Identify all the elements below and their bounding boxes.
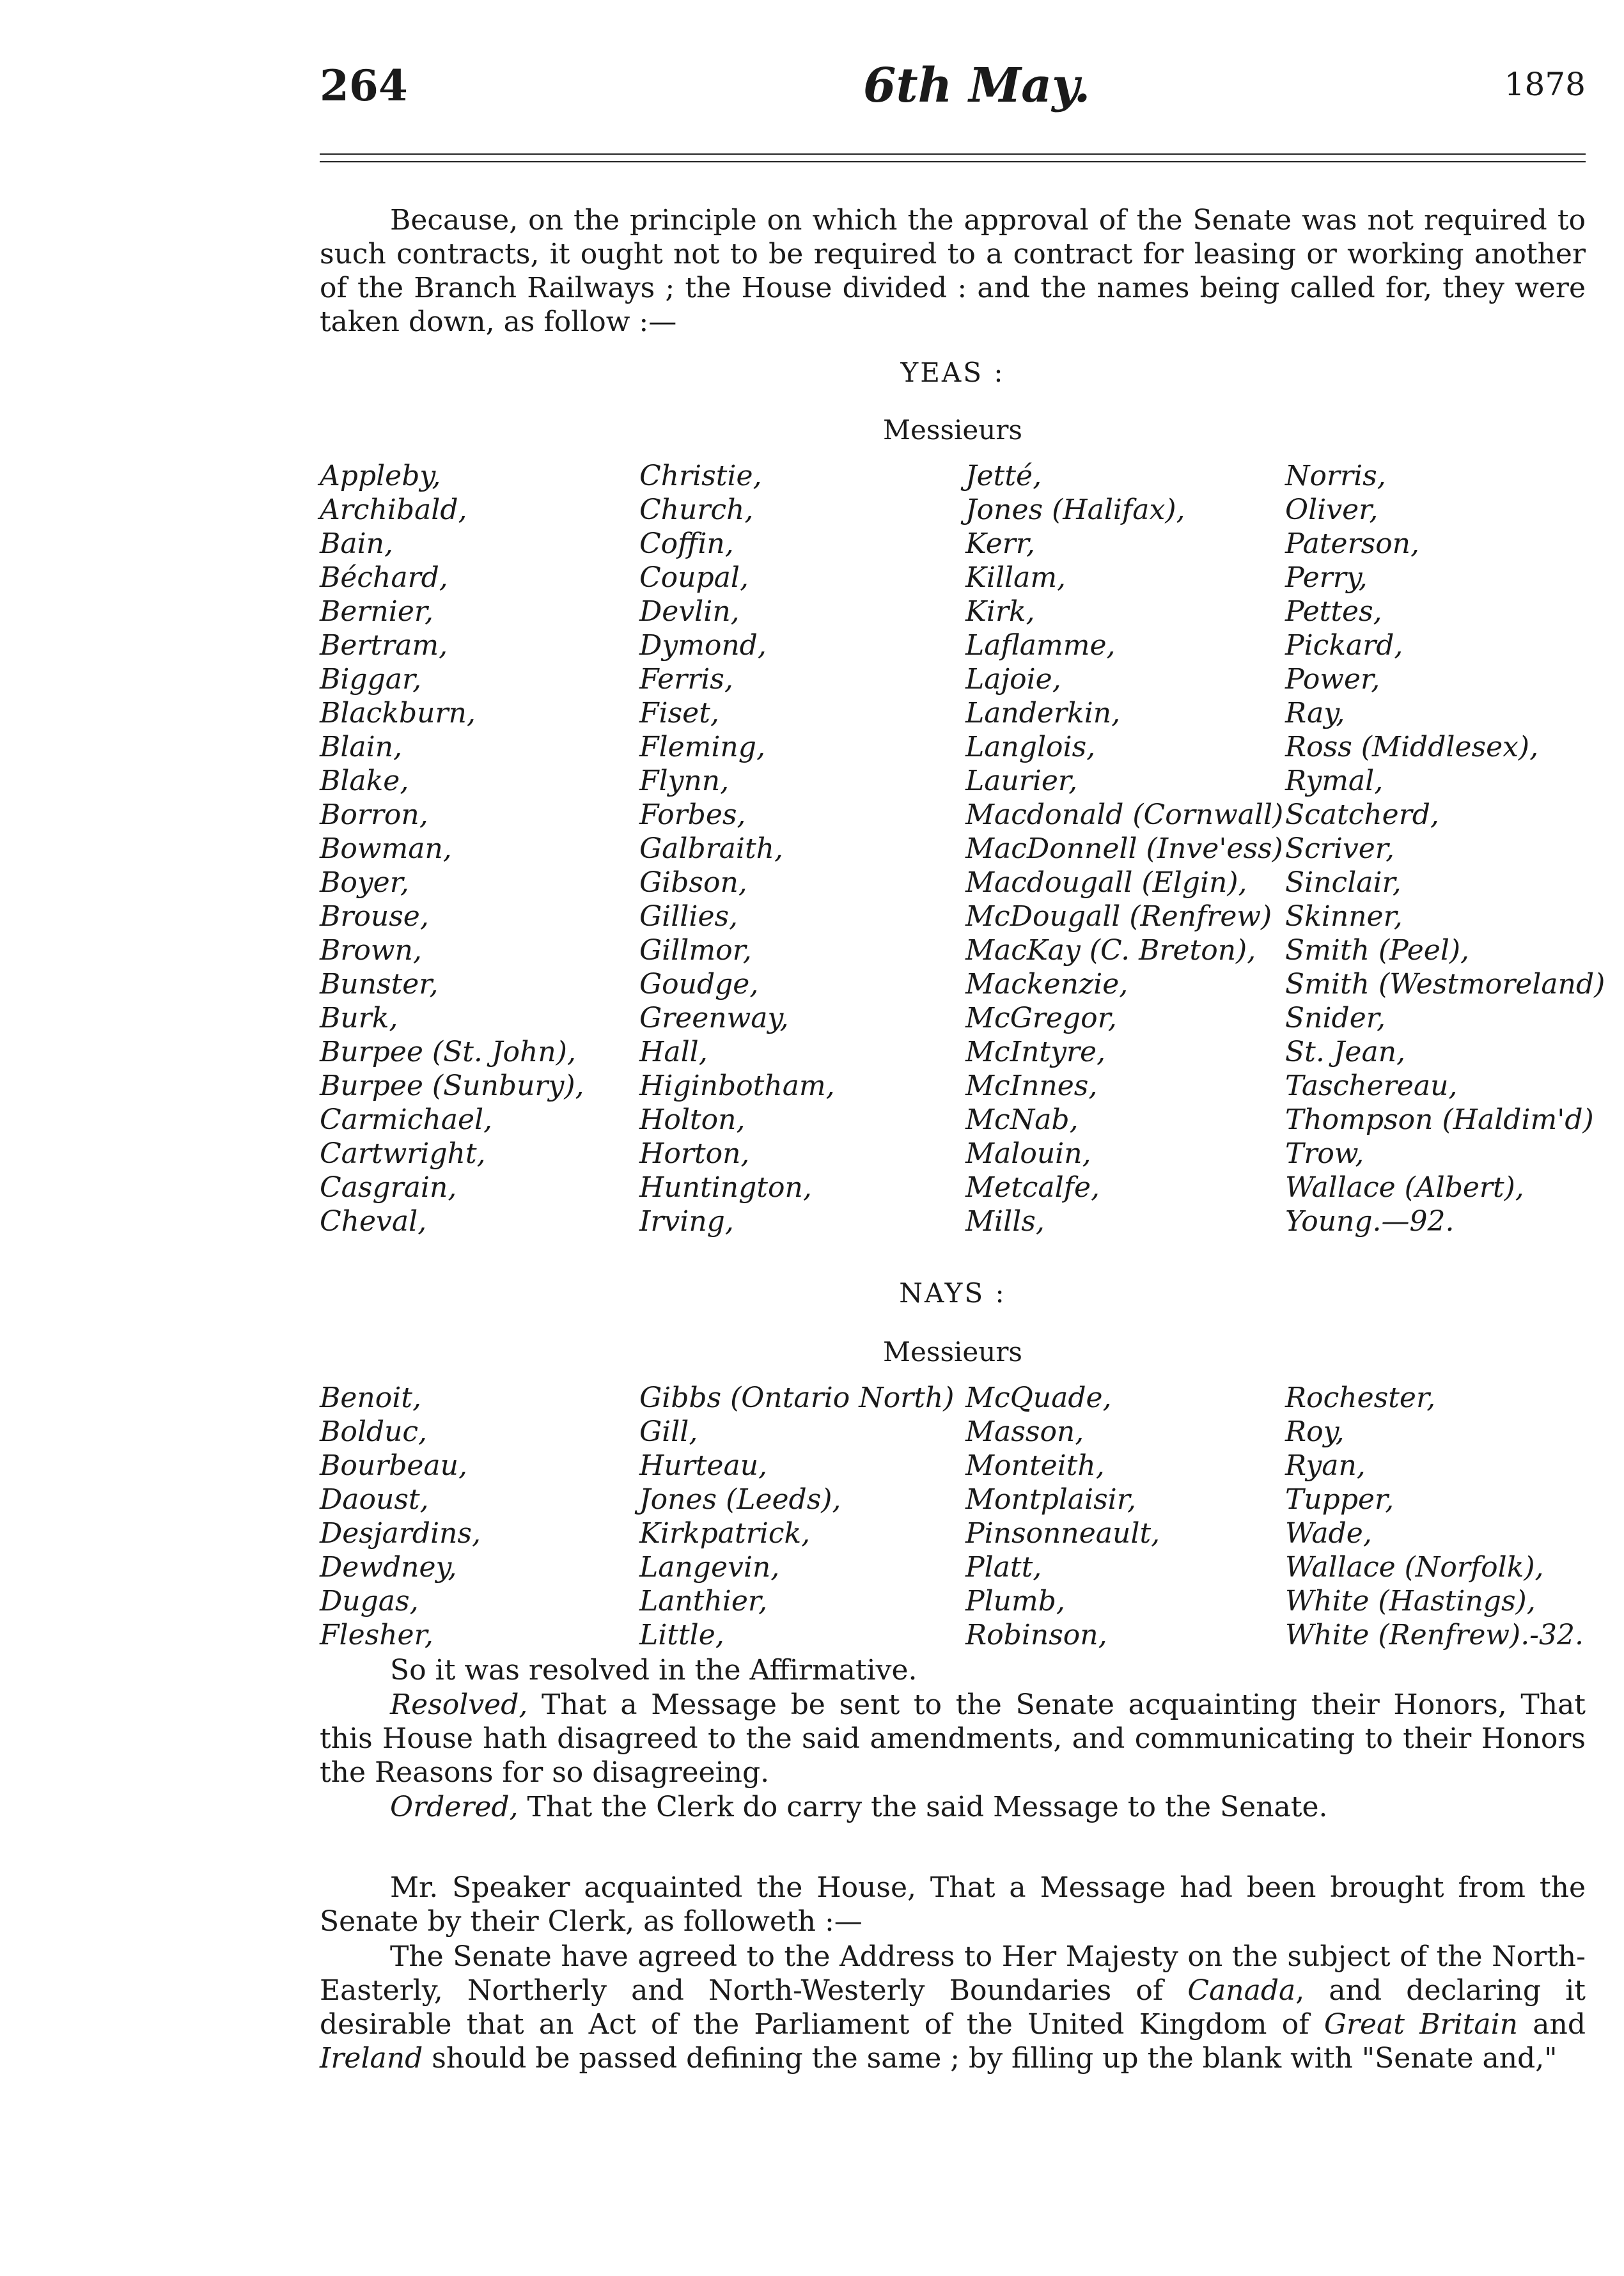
member-name: Young.—92. (1285, 1205, 1455, 1238)
speaker-paragraph: Mr. Speaker acquainted the House, That a Message had been brought from the Senate by their Clerk, as followeth :— (320, 1871, 1586, 1938)
member-name: Gillies, (639, 900, 738, 933)
ireland-term: Ireland (320, 2042, 423, 2075)
member-name: Masson, (965, 1415, 1084, 1448)
member-name: Gibson, (639, 866, 747, 899)
resolved-lead: Resolved, (390, 1688, 528, 1721)
member-name: Perry, (1285, 561, 1368, 594)
member-name: White (Hastings), (1285, 1585, 1536, 1617)
member-name: MacKay (C. Breton), (965, 934, 1256, 967)
member-name: Church, (639, 494, 754, 526)
member-name: Blackburn, (320, 697, 476, 729)
member-name: White (Renfrew).-32. (1285, 1619, 1584, 1651)
member-name: Sinclair, (1285, 866, 1401, 899)
member-name: Higinbotham, (639, 1070, 835, 1102)
member-name: Pinsonneault, (965, 1517, 1160, 1550)
canada-term: Canada (1187, 1974, 1296, 2007)
member-name: Power, (1285, 663, 1380, 696)
member-name: Horton, (639, 1137, 750, 1170)
member-name: Béchard, (320, 561, 448, 594)
member-name: Mills, (965, 1205, 1045, 1238)
page-header (320, 58, 1586, 131)
member-name: Trow, (1285, 1137, 1364, 1170)
member-name: McGregor, (965, 1002, 1117, 1034)
member-name: Benoit, (320, 1382, 421, 1414)
member-name: Pickard, (1285, 629, 1403, 662)
member-name: Taschereau, (1285, 1070, 1458, 1102)
member-name: Hurteau, (639, 1449, 768, 1482)
member-name: Laurier, (965, 765, 1078, 797)
member-name: Bolduc, (320, 1415, 428, 1448)
member-name: Roy, (1285, 1415, 1345, 1448)
member-name: Rymal, (1285, 765, 1384, 797)
member-name: Bernier, (320, 595, 434, 628)
header-rule-bottom (320, 161, 1586, 162)
member-name: Bourbeau, (320, 1449, 467, 1482)
member-name: Scriver, (1285, 832, 1394, 865)
member-name: Casgrain, (320, 1171, 457, 1204)
member-name: Flynn, (639, 765, 730, 797)
member-name: Coupal, (639, 561, 749, 594)
yeas-heading: YEAS : (900, 357, 1005, 388)
member-name: McInnes, (965, 1070, 1098, 1102)
member-name: Macdougall (Elgin), (965, 866, 1247, 899)
member-name: Gill, (639, 1415, 698, 1448)
member-name: Flesher, (320, 1619, 433, 1651)
member-name: Blake, (320, 765, 409, 797)
member-name: Greenway, (639, 1002, 789, 1034)
member-name: Burk, (320, 1002, 398, 1034)
member-name: Fleming, (639, 731, 765, 763)
nays-subheading: Messieurs (883, 1336, 1022, 1368)
member-name: Bain, (320, 527, 393, 560)
nays-column-2 (639, 1381, 954, 1652)
member-name: Devlin, (639, 595, 740, 628)
member-name: Ryan, (1285, 1449, 1366, 1482)
member-name: Oliver, (1285, 494, 1378, 526)
member-name: Gibbs (Ontario North) (639, 1382, 955, 1414)
member-name: Archibald, (320, 494, 467, 526)
member-name: Wade, (1285, 1517, 1372, 1550)
member-name: Burpee (Sunbury), (320, 1070, 584, 1102)
member-name: Tupper, (1285, 1483, 1394, 1516)
header-year: 1878 (1504, 66, 1586, 103)
header-date: 6th May. (863, 58, 1091, 113)
member-name: Brown, (320, 934, 422, 967)
member-name: Paterson, (1285, 527, 1420, 560)
senate-text-1: The Senate have agreed to the Address to Her Majesty on the subject of the North-Easterly, Northerly and North-Westerly Boundaries of (320, 1940, 1586, 2007)
member-name: Appleby, (320, 460, 441, 492)
member-name: Pettes, (1285, 595, 1382, 628)
yeas-column-1 (320, 459, 584, 1238)
member-name: Little, (639, 1619, 724, 1651)
page-number: 264 (320, 61, 408, 111)
member-name: Biggar, (320, 663, 422, 696)
ordered-lead: Ordered, (390, 1791, 519, 1823)
member-name: Daoust, (320, 1483, 429, 1516)
member-name: Dewdney, (320, 1551, 457, 1584)
member-name: Skinner, (1285, 900, 1403, 933)
member-name: Irving, (639, 1205, 734, 1238)
member-name: Platt, (965, 1551, 1042, 1584)
intro-paragraph: Because, on the principle on which the approval of the Senate was not required to such contracts, it ought not to be required to a contract for leasing or working another of the Branch Railways ; the House divided : and the names being called for, they were taken down, as follow :— (320, 204, 1586, 338)
member-name: Bowman, (320, 832, 452, 865)
member-name: Forbes, (639, 799, 746, 831)
member-name: Boyer, (320, 866, 409, 899)
great-britain-term: Great Britain (1323, 2008, 1518, 2041)
nays-column-4 (1285, 1381, 1584, 1652)
member-name: Carmichael, (320, 1103, 493, 1136)
member-name: Kirk, (965, 595, 1035, 628)
member-name: Desjardins, (320, 1517, 481, 1550)
member-name: Blain, (320, 731, 403, 763)
member-name: Metcalfe, (965, 1171, 1100, 1204)
member-name: Montplaisir, (965, 1483, 1136, 1516)
member-name: Kerr, (965, 527, 1035, 560)
member-name: Wallace (Norfolk), (1285, 1551, 1544, 1584)
member-name: Christie, (639, 460, 762, 492)
member-name: Galbraith, (639, 832, 783, 865)
member-name: Gillmor, (639, 934, 752, 967)
member-name: Smith (Westmoreland) (1285, 968, 1605, 1001)
member-name: Langevin, (639, 1551, 780, 1584)
member-name: Ross (Middlesex), (1285, 731, 1539, 763)
member-name: Dymond, (639, 629, 767, 662)
member-name: Jones (Halifax), (965, 494, 1185, 526)
member-name: McDougall (Renfrew) (965, 900, 1272, 933)
member-name: Lanthier, (639, 1585, 768, 1617)
member-name: Borron, (320, 799, 428, 831)
member-name: Killam, (965, 561, 1066, 594)
senate-paragraph (320, 1940, 1586, 2075)
member-name: Huntington, (639, 1171, 812, 1204)
member-name: Lajoie, (965, 663, 1061, 696)
member-name: Holton, (639, 1103, 746, 1136)
member-name: Macdonald (Cornwall) (965, 799, 1284, 831)
member-name: MacDonnell (Inve'ess) (965, 832, 1283, 865)
nays-column-3 (965, 1381, 1160, 1652)
member-name: Snider, (1285, 1002, 1386, 1034)
member-name: Smith (Peel), (1285, 934, 1470, 967)
member-name: Plumb, (965, 1585, 1065, 1617)
member-name: Monteith, (965, 1449, 1105, 1482)
member-name: Hall, (639, 1036, 708, 1068)
member-name: Malouin, (965, 1137, 1091, 1170)
resolved-text: That a Message be sent to the Senate acquainting their Honors, That this House hath disagreed to the said amendments, and communicating to their Honors the Reasons for so disagreeing. (320, 1688, 1586, 1789)
member-name: Coffin, (639, 527, 734, 560)
senate-text-4: should be passed defining the same ; by filling up the blank with "Senate and," (423, 2042, 1558, 2075)
yeas-column-4 (1285, 459, 1605, 1238)
header-rule-top (320, 153, 1586, 155)
member-name: Ferris, (639, 663, 733, 696)
member-name: Rochester, (1285, 1382, 1436, 1414)
resolved-paragraph (320, 1688, 1586, 1789)
member-name: Scatcherd, (1285, 799, 1439, 831)
member-name: Burpee (St. John), (320, 1036, 576, 1068)
member-name: McQuade, (965, 1382, 1112, 1414)
member-name: Wallace (Albert), (1285, 1171, 1524, 1204)
senate-text-2: , and declaring it desirable that an Act of the Parliament of the United Kingdom of (320, 1974, 1586, 2041)
member-name: Bunster, (320, 968, 439, 1001)
member-name: Jones (Leeds), (639, 1483, 841, 1516)
member-name: Laflamme, (965, 629, 1116, 662)
member-name: Ray, (1285, 697, 1345, 729)
member-name: Brouse, (320, 900, 429, 933)
ordered-paragraph (320, 1790, 1586, 1824)
member-name: Norris, (1285, 460, 1386, 492)
member-name: Goudge, (639, 968, 759, 1001)
member-name: Cheval, (320, 1205, 427, 1238)
member-name: Dugas, (320, 1585, 419, 1617)
member-name: McNab, (965, 1103, 1079, 1136)
nays-heading: NAYS : (899, 1277, 1006, 1309)
resolution-line: So it was resolved in the Affirmative. (390, 1654, 917, 1687)
member-name: Jetté, (965, 460, 1042, 492)
yeas-column-2 (639, 459, 835, 1238)
member-name: Fiset, (639, 697, 719, 729)
member-name: Kirkpatrick, (639, 1517, 811, 1550)
member-name: Thompson (Haldim'd) (1285, 1103, 1594, 1136)
yeas-subheading: Messieurs (883, 414, 1022, 446)
member-name: Bertram, (320, 629, 448, 662)
member-name: McIntyre, (965, 1036, 1106, 1068)
ordered-text: That the Clerk do carry the said Message to the Senate. (518, 1791, 1328, 1823)
member-name: Robinson, (965, 1619, 1107, 1651)
member-name: Landerkin, (965, 697, 1121, 729)
yeas-column-3 (965, 459, 1283, 1238)
member-name: St. Jean, (1285, 1036, 1406, 1068)
member-name: Mackenzie, (965, 968, 1128, 1001)
nays-column-1 (320, 1381, 481, 1652)
member-name: Langlois, (965, 731, 1096, 763)
senate-text-3: and (1518, 2008, 1586, 2041)
member-name: Cartwright, (320, 1137, 486, 1170)
